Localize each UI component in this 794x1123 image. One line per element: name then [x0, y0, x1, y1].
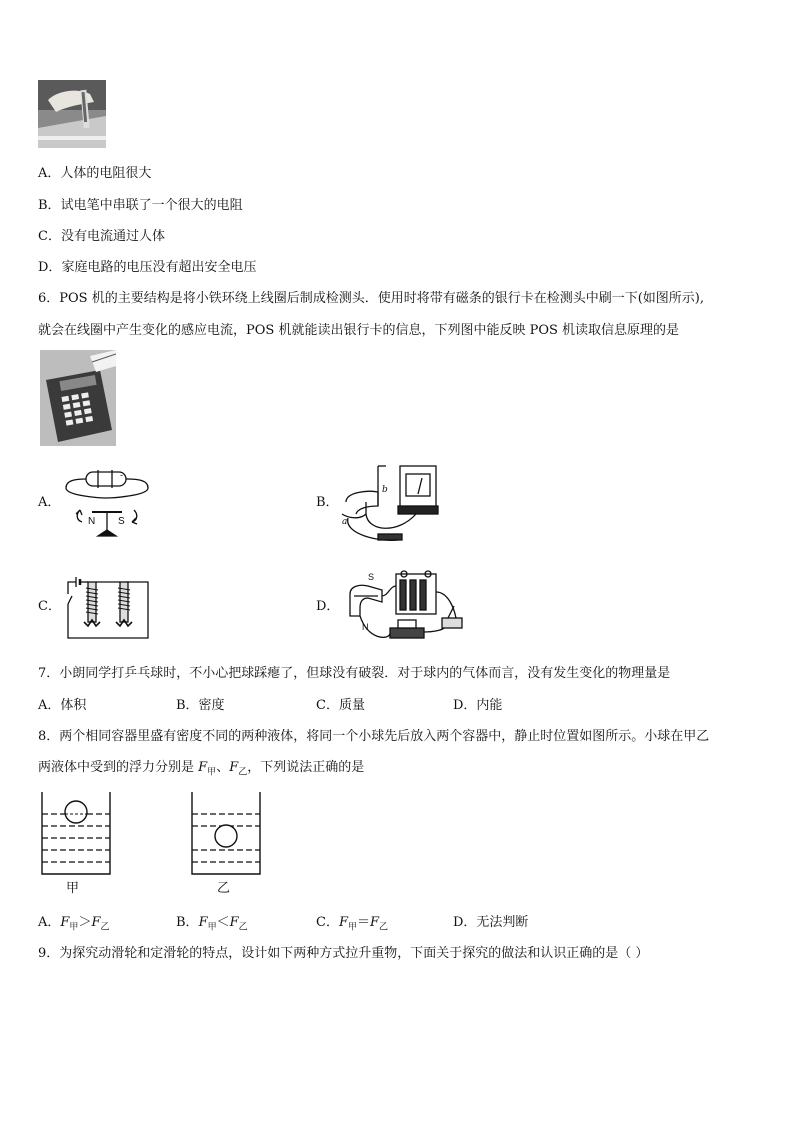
q6-fig-d-s-label: S: [368, 572, 375, 582]
q8-option-b: B．$F_甲<F_乙$: [176, 915, 248, 933]
q6-option-d-label: D．: [316, 599, 340, 614]
q5-option-b: B．试电笔中串联了一个很大的电阻: [38, 198, 243, 213]
q7-stem: 7．小朗同学打乒乓球时，不小心把球踩瘪了，但球没有破裂．对于球内的气体而言，没有发生变化的物理量是: [38, 666, 671, 681]
container-jia-label: 甲: [66, 881, 80, 896]
q7-option-a: A．体积: [38, 698, 87, 713]
container-jia-figure: [40, 792, 112, 876]
q8-stem-line1: 8．两个相同容器里盛有密度不同的两种液体，将同一个小球先后放入两个容器中，静止时位置如图所示。小球在甲乙: [38, 729, 710, 744]
pos-machine-photo: [40, 350, 116, 446]
q6-figure-c-electromagnets: [62, 574, 154, 640]
q6-stem-line2: 就会在线圈中产生变化的感应电流，POS 机就能读出银行卡的信息，下列图中能反映 POS 机读取信息原理的是: [38, 323, 680, 338]
q6-figure-b-galvanometer: [338, 462, 442, 548]
q7-option-b: B．密度: [176, 698, 225, 713]
q8-stem-line2: 两液体中受到的浮力分别是 $F_甲$、$F_乙$，下列说法正确的是: [38, 760, 365, 778]
q7-option-d: D．内能: [453, 698, 503, 713]
q6-option-c-label: C．: [38, 599, 61, 614]
q5-option-a: A．人体的电阻很大: [38, 166, 152, 181]
q9-stem: 9．为探究动滑轮和定滑轮的特点，设计如下两种方式拉升重物，下面关于探究的做法和认识正确的是（ ）: [38, 946, 649, 961]
q8-option-d: D．无法判断: [453, 915, 529, 930]
q6-figure-a-coil-compass: [62, 466, 152, 542]
q5-option-d: D．家庭电路的电压没有超出安全电压: [38, 260, 257, 275]
test-pen-photo: [38, 80, 106, 148]
container-yi-label: 乙: [217, 881, 231, 896]
q6-fig-d-n-label: N: [362, 622, 369, 632]
q6-fig-a-n-label: N: [88, 516, 96, 527]
q6-option-a-label: A．: [38, 495, 61, 510]
q6-stem-line1: 6．POS 机的主要结构是将小铁环绕上线圈后制成检测头．使用时将带有磁条的银行卡在检测头中刷一下(如图所示),: [38, 291, 704, 306]
q8-option-c: C．$F_甲=F_乙$: [316, 915, 389, 933]
q8-option-a: A．$F_甲>F_乙$: [38, 915, 110, 933]
q6-figure-d-motor: [338, 568, 464, 652]
q6-option-b-label: B．: [316, 495, 339, 510]
q6-fig-b-b-label: b: [382, 485, 388, 495]
container-yi-figure: [190, 792, 262, 876]
q6-fig-a-minus-label: -: [120, 471, 124, 481]
q5-option-c: C．没有电流通过人体: [38, 229, 165, 244]
q6-fig-a-s-label: S: [118, 516, 125, 527]
q7-option-c: C．质量: [316, 698, 365, 713]
q6-fig-b-a-label: a: [342, 517, 348, 527]
